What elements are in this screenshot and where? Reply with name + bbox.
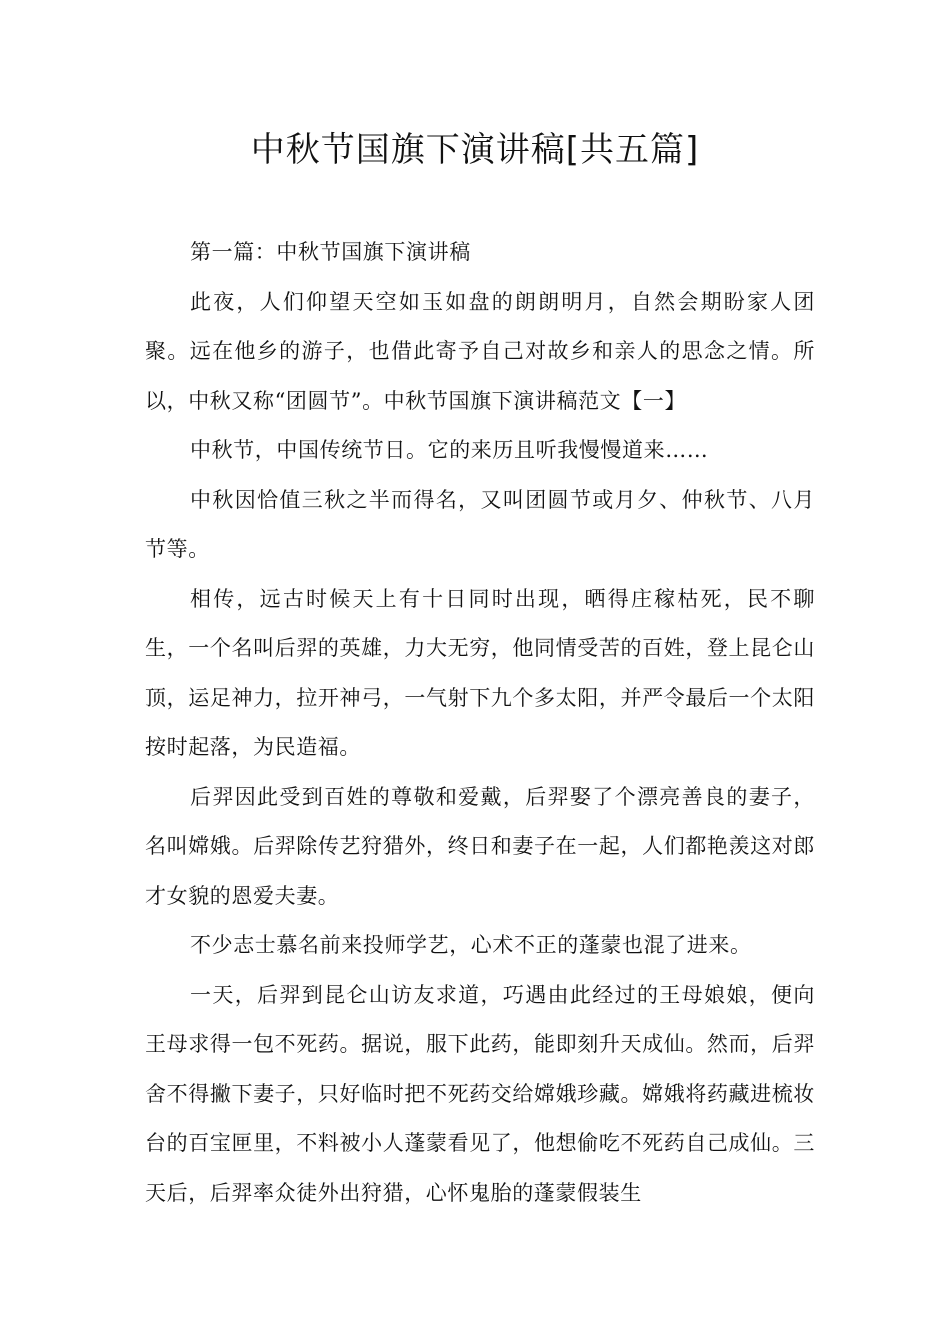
document-title: 中秋节国旗下演讲稿[共五篇] (250, 130, 700, 170)
paragraph: 不少志士慕名前来投师学艺，心术不正的蓬蒙也混了进来。 (190, 933, 752, 957)
paragraph: 相传，远古时候天上有十日同时出现，晒得庄稼枯死，民不聊生，一个名叫后羿的英雄，力大无穷，他同情受苦的百姓，登上昆仑山顶，运足神力，拉开神弓，一气射下九个多太阳，并严令最后一个太阳按时起落，为民造福。 (145, 586, 815, 759)
paragraph: 中秋因恰值三秋之半而得名，又叫团圆节或月夕、仲秋节、八月节等。 (145, 487, 815, 561)
paragraph: 后羿因此受到百姓的尊敬和爱戴，后羿娶了个漂亮善良的妻子，名叫嫦娥。后羿除传艺狩猎外，终日和妻子在一起，人们都艳羡这对郎才女貌的恩爱夫妻。 (145, 784, 815, 908)
paragraph: 中秋节，中国传统节日。它的来历且听我慢慢道来…… (190, 438, 709, 462)
section-heading: 第一篇：中秋节国旗下演讲稿 (190, 240, 471, 264)
paragraph: 一天，后羿到昆仑山访友求道，巧遇由此经过的王母娘娘，便向王母求得一包不死药。据说，服下此药，能即刻升天成仙。然而，后羿舍不得撇下妻子，只好临时把不死药交给嫦娥珍藏。嫦娥将药藏进梳妆台的百宝匣里，不料被小人蓬蒙看见了，他想偷吃不死药自己成仙。三天后，后羿率众徒外出狩猎，心怀鬼胎的蓬蒙假装生 (145, 982, 815, 1205)
paragraph: 此夜，人们仰望天空如玉如盘的朗朗明月，自然会期盼家人团聚。远在他乡的游子，也借此寄予自己对故乡和亲人的思念之情。所以，中秋又称“团圆节”。中秋节国旗下演讲稿范文【一】 (145, 289, 815, 413)
document-body (145, 228, 815, 1218)
